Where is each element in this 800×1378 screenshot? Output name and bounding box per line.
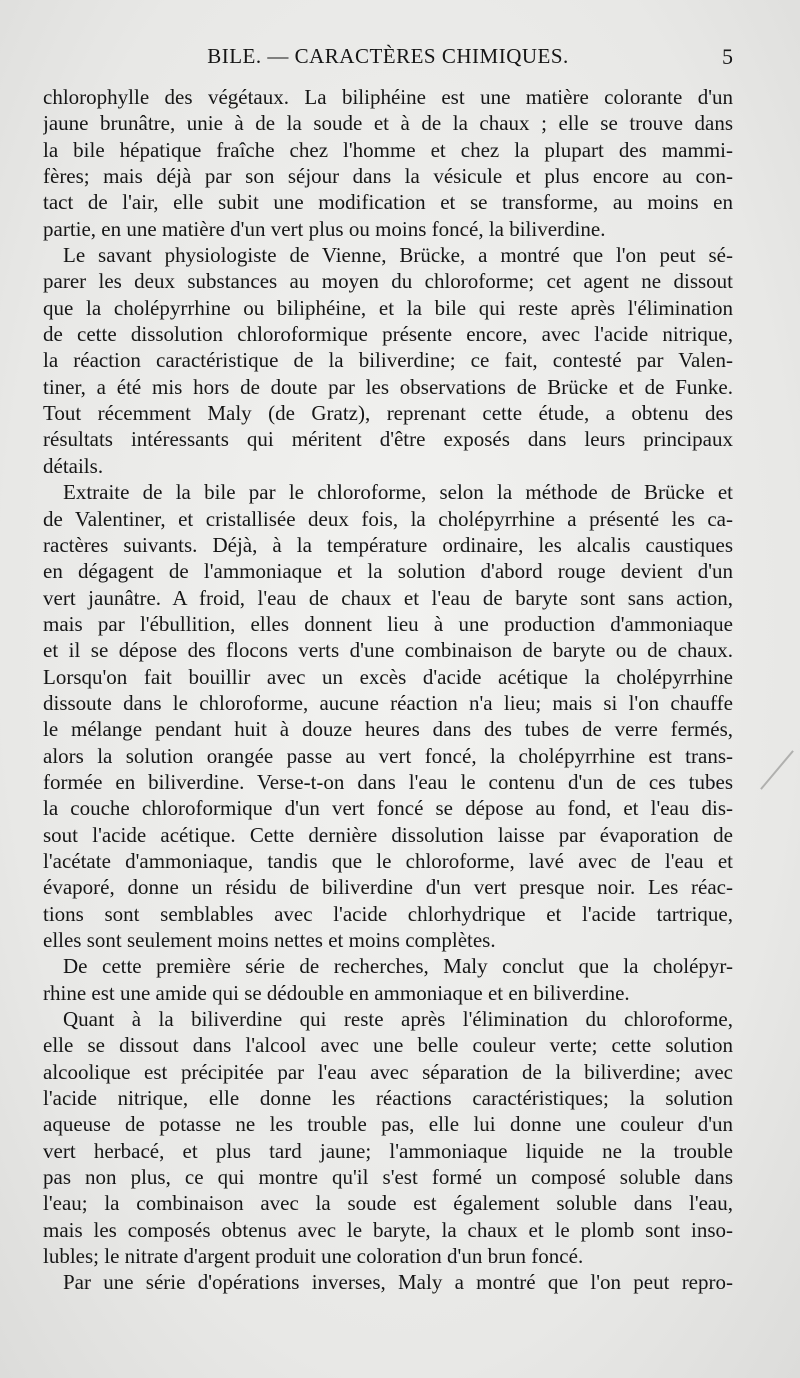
text-line: évaporé, donne un résidu de biliverdine d'un vert presque noir. Les réac- (43, 875, 733, 900)
text-line: pas non plus, ce qui montre qu'il s'est formé un composé soluble dans (43, 1165, 733, 1190)
text-line: l'acide nitrique, elle donne les réactions caractéristiques; la solution (43, 1086, 733, 1111)
text-line: chlorophylle des végétaux. La biliphéine est une matière colorante d'un (43, 85, 733, 109)
text-line: alors la solution orangée passe au vert foncé, la cholépyrrhine est trans- (43, 743, 733, 768)
text-line: Tout récemment Maly (de Gratz), reprenant cette étude, a obtenu des (43, 401, 733, 426)
text-line: de Valentiner, et cristallisée deux fois, la cholépyrrhine a présenté les ca- (43, 506, 733, 531)
text-line: elle se dissout dans l'alcool avec une belle couleur verte; cette solution (43, 1033, 733, 1058)
text-line: Par une série d'opérations inverses, Maly a montré que l'on peut repro- (63, 1270, 733, 1295)
text-line: jaune brunâtre, unie à de la soude et à de la chaux ; elle se trouve dans (43, 111, 733, 136)
text-line: la réaction caractéristique de la biliverdine; ce fait, contesté par Valen- (43, 348, 733, 373)
text-line: Lorsqu'on fait bouillir avec un excès d'acide acétique la cholépyrrhine (43, 664, 733, 689)
text-line: fères; mais déjà par son séjour dans la vésicule et plus encore au con- (43, 164, 733, 189)
text-line: vert herbacé, et plus tard jaune; l'ammoniaque liquide ne la trouble (43, 1138, 733, 1163)
text-line: parer les deux substances au moyen du chloroforme; cet agent ne dissout (43, 269, 733, 294)
text-line: vert jaunâtre. A froid, l'eau de chaux et l'eau de baryte sont sans action, (43, 585, 733, 610)
text-line: mais par l'ébullition, elles donnent lieu à une production d'ammoniaque (43, 611, 733, 636)
text-line: tions sont semblables avec l'acide chlorhydrique et l'acide tartrique, (43, 901, 733, 926)
text-line: Quant à la biliverdine qui reste après l'élimination du chloroforme, (63, 1007, 733, 1032)
text-line: aqueuse de potasse ne les trouble pas, elle lui donne une couleur d'un (43, 1112, 733, 1137)
text-line: la couche chloroformique d'un vert foncé se dépose au fond, et l'eau dis- (43, 796, 733, 821)
text-line: sout l'acide acétique. Cette dernière dissolution laisse par évaporation de (43, 822, 733, 847)
text-line: résultats intéressants qui méritent d'être exposés dans leurs principaux (43, 427, 733, 452)
text-line: que la cholépyrrhine ou biliphéine, et la bile qui reste après l'élimination (43, 295, 733, 320)
text-line: l'eau; la combinaison avec la soude est également soluble dans l'eau, (43, 1191, 733, 1216)
body-text (43, 84, 733, 1296)
text-line: et il se dépose des flocons verts d'une combinaison de baryte ou de chaux. (43, 638, 733, 663)
pencil-mark (760, 750, 794, 790)
text-line: Le savant physiologiste de Vienne, Brücke, a montré que l'on peut sé- (63, 243, 733, 268)
text-line: alcoolique est précipitée par l'eau avec séparation de la biliverdine; avec (43, 1059, 733, 1084)
text-line: partie, en une matière d'un vert plus ou moins foncé, la biliverdine. (43, 216, 606, 241)
text-line: tact de l'air, elle subit une modification et se transforme, au moins en (43, 190, 733, 215)
text-line: Extraite de la bile par le chloroforme, selon la méthode de Brücke et (63, 480, 733, 505)
text-line: le mélange pendant huit à douze heures dans des tubes de verre fermés, (43, 717, 733, 742)
page-number: 5 (722, 44, 733, 69)
text-line: rhine est une amide qui se dédouble en ammoniaque et en biliverdine. (43, 980, 630, 1005)
text-line: ractères suivants. Déjà, à la température ordinaire, les alcalis caustiques (43, 532, 733, 557)
text-line: la bile hépatique fraîche chez l'homme et chez la plupart des mammi- (43, 137, 733, 162)
text-line: de cette dissolution chloroformique présente encore, avec l'acide nitrique, (43, 322, 733, 347)
text-line: l'acétate d'ammoniaque, tandis que le chloroforme, lavé avec de l'eau et (43, 848, 733, 873)
text-line: elles sont seulement moins nettes et moins complètes. (43, 928, 496, 952)
text-line: mais les composés obtenus avec le baryte, la chaux et le plomb sont inso- (43, 1217, 733, 1242)
text-line: en dégagent de l'ammoniaque et la solution d'abord rouge devient d'un (43, 559, 733, 584)
text-line: lubles; le nitrate d'argent produit une coloration d'un brun foncé. (43, 1244, 584, 1269)
text-line: détails. (43, 453, 104, 478)
text-line: dissoute dans le chloroforme, aucune réaction n'a lieu; mais si l'on chauffe (43, 690, 733, 715)
text-line: De cette première série de recherches, Maly conclut que la cholépyr- (63, 954, 733, 979)
running-head-title: BILE. — CARACTÈRES CHIMIQUES. (207, 44, 569, 68)
text-line: tiner, a été mis hors de doute par les observations de Brücke et de Funke. (43, 374, 733, 399)
text-line: formée en biliverdine. Verse-t-on dans l'eau le contenu d'un de ces tubes (43, 769, 733, 794)
running-head (43, 44, 733, 72)
